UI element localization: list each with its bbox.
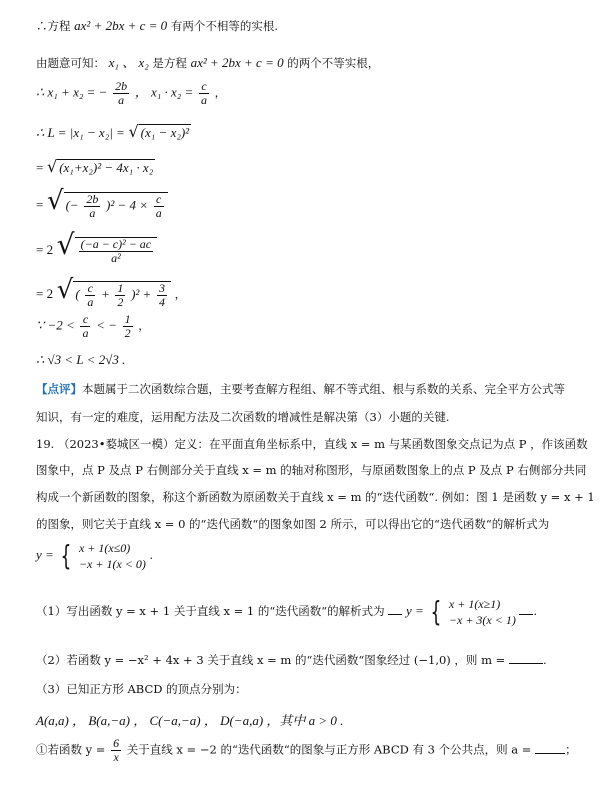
equals: = — [36, 197, 44, 212]
L-def: ∴ L = |x₁ − x₂| = — [36, 125, 125, 140]
cases — [449, 596, 516, 628]
q19-line-1 — [36, 436, 588, 452]
y-equals: y = — [36, 547, 54, 562]
fraction — [113, 80, 129, 107]
punct: . — [542, 653, 547, 667]
cases — [79, 540, 146, 572]
radical-sign: √ — [47, 157, 58, 176]
part: < − — [96, 317, 117, 333]
denominator: a — [155, 206, 162, 220]
line-4 — [36, 122, 191, 141]
comment-text: 知识，有一定的难度，运用配方法及二次函数的增减性是解决第（3）小题的关键. — [36, 410, 450, 424]
punct: . — [533, 604, 538, 618]
line-3-vieta — [36, 80, 226, 107]
fraction — [80, 313, 90, 340]
denominator: a — [82, 326, 89, 340]
radicand: (x₁ − x₂)² — [140, 125, 190, 140]
denominator: 2 — [117, 295, 124, 309]
question-text: 19. （2023•婺城区一模）定义：在平面直角坐标系中，直线 x = m 与某函数图象交点记为点 P ，作该函数 — [36, 437, 588, 451]
answer-blank[interactable] — [509, 663, 543, 664]
text: 的两个不等实根， — [287, 56, 380, 70]
case-1: x + 1(x≥1) — [448, 597, 501, 611]
roots: x₁ 、 x₂ — [108, 55, 149, 70]
fraction — [199, 80, 209, 107]
text: 由题意可知： — [36, 56, 105, 70]
question-text: 的图象，则它关于直线 x = 0 的“迭代函数“的图象如图 2 所示，可以得出它的“迭代函数“的解析式为 — [36, 517, 550, 531]
punct: ， — [214, 85, 227, 100]
radical-sign: √ — [47, 186, 64, 216]
equals: = — [36, 160, 44, 175]
equation: ax² + 2bx + c = 0 — [74, 18, 168, 33]
punct: ， — [138, 318, 150, 333]
denominator: x — [113, 750, 119, 764]
fraction — [111, 737, 121, 764]
conclusion: ∴ √3 < L < 2√3 . — [36, 352, 126, 367]
q19-piecewise — [36, 540, 153, 572]
y-equals: y = — [405, 603, 424, 618]
numerator: c — [85, 282, 95, 296]
two-times: = 2 — [36, 286, 54, 301]
q19-line-3 — [36, 489, 595, 505]
question-text: （1）写出函数 y = x + 1 关于直线 x = 1 的“迭代函数“的解析式为 — [36, 604, 385, 618]
brace: { — [430, 595, 442, 628]
square-vertices: A(a,a) ， B(a,−a) ， C(−a,−a) ， D(−a,a) ，其中 a > 0 . — [36, 713, 344, 728]
denominator: a² — [111, 251, 121, 265]
fraction — [154, 193, 164, 220]
comment-text: 本题属于二次函数综合题，主要考查解方程组、解不等式组、根与系数的关系、完全平方公式等 — [82, 382, 565, 396]
case-1: x + 1(x≤0) — [78, 541, 131, 555]
numerator: c — [199, 80, 209, 94]
text: 是方程 — [152, 56, 187, 70]
part: + — [100, 286, 110, 302]
denominator: a — [87, 295, 94, 309]
line-7 — [36, 228, 157, 265]
punct: ； — [565, 742, 577, 757]
numerator: 1 — [124, 312, 131, 326]
brace: { — [61, 539, 72, 572]
punct: ， — [174, 287, 187, 301]
question-text: （3）已知正方形 ABCD 的顶点分别为： — [36, 682, 247, 696]
sub-question-3 — [36, 681, 247, 697]
radicand: (x₁+x₂)² − 4x₁ · x₂ — [59, 160, 154, 175]
text: 有两个不相等的实根. — [170, 19, 278, 33]
comment-line-1 — [36, 381, 565, 397]
part: )² + — [131, 286, 152, 302]
part: ( — [75, 286, 80, 302]
comment-tag: 【点评】 — [36, 382, 82, 396]
case-2: −x + 1(x < 0) — [78, 557, 146, 571]
radical-sign: √ — [128, 122, 139, 141]
line-5 — [36, 157, 155, 176]
fraction — [157, 282, 167, 309]
question-text: 构成一个新函数的图象，称这个新函数为原函数关于直线 x = m 的“迭代函数“. 例如：图 1 是函数 y = x + 1 — [36, 490, 595, 504]
sub-question-1 — [36, 596, 537, 628]
product-roots: ， x₁ · x₂ = — [134, 84, 194, 100]
text: ∴方程 — [36, 19, 71, 33]
radical-sign: √ — [56, 228, 75, 261]
question-text: 关于直线 x = −2 的“迭代函数“的图象与正方形 ABCD 有 3 个公共点，则 a = — [126, 742, 532, 757]
numerator: c — [154, 193, 164, 207]
denominator: 2 — [124, 326, 131, 340]
line-6 — [36, 186, 168, 220]
radicand — [75, 237, 158, 265]
fraction — [79, 238, 154, 265]
answer-blank-lead[interactable] — [388, 614, 402, 615]
part: ∵ −2 < — [36, 317, 75, 333]
radicand — [64, 192, 168, 220]
answer-blank[interactable] — [535, 753, 565, 754]
comment-line-2 — [36, 409, 449, 425]
fraction — [123, 313, 133, 340]
denominator: 4 — [158, 295, 165, 309]
answer-blank-trail[interactable] — [519, 614, 533, 615]
denominator: a — [89, 206, 96, 220]
sum-roots: ∴ x₁ + x₂ = − — [36, 84, 108, 100]
case-2: −x + 3(x < 1) — [448, 613, 516, 627]
fraction — [84, 193, 100, 220]
part: )² − 4 × — [106, 197, 149, 213]
numerator: c — [80, 313, 90, 327]
numerator: 2b — [115, 79, 128, 93]
line-8 — [36, 275, 186, 309]
radical-sign: √ — [56, 275, 74, 305]
denominator: a — [118, 93, 125, 107]
question-text: ①若函数 y = — [36, 742, 106, 757]
equation: ax² + 2bx + c = 0 — [190, 55, 284, 70]
sub-question-3-points — [36, 710, 343, 729]
numerator: 1 — [117, 281, 124, 295]
line-2 — [36, 52, 379, 71]
part: (− — [65, 197, 79, 213]
two-times: = 2 — [36, 242, 54, 257]
fraction — [115, 282, 125, 309]
line-10-conclusion — [36, 352, 125, 368]
numerator: 6 — [113, 736, 120, 750]
numerator: (−a − c)² − ac — [80, 237, 152, 251]
sub-question-2 — [36, 652, 547, 668]
numerator: 3 — [158, 281, 165, 295]
q19-line-4 — [36, 516, 549, 532]
question-text: 图象中，点 P 及点 P 右侧部分关于直线 x = m 的轴对称图形，与原函数图象上的点 P 及点 P 右侧部分共同 — [36, 463, 587, 477]
line-9 — [36, 313, 150, 340]
line-1 — [36, 18, 278, 34]
q19-line-2 — [36, 462, 586, 478]
sub-question-3-1 — [36, 737, 577, 764]
question-text: （2）若函数 y = −x² + 4x + 3 关于直线 x = m 的“迭代函数“图象经过 (−1,0) ，则 m = — [36, 653, 506, 667]
radicand — [73, 281, 171, 309]
punct: . — [149, 548, 154, 562]
numerator: 2b — [86, 192, 99, 206]
denominator: a — [201, 93, 207, 107]
fraction — [85, 282, 95, 309]
